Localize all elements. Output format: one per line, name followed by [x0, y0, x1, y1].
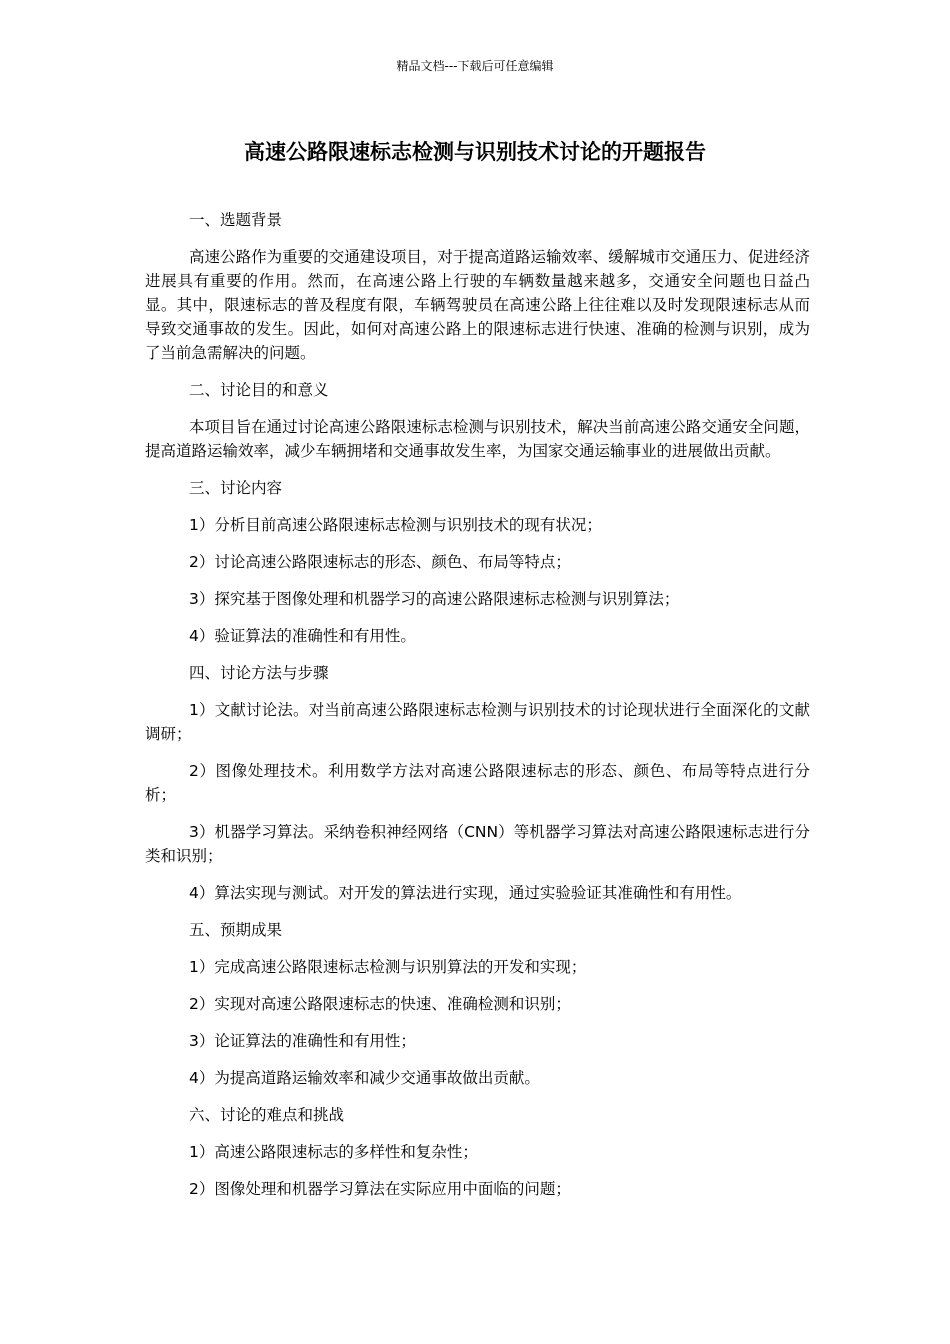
page-header: 精品文档---下载后可任意编辑	[396, 59, 554, 73]
list-item: 2）讨论高速公路限速标志的形态、颜色、布局等特点；	[189, 553, 571, 571]
section-heading-background: 一、选题背景	[189, 211, 283, 229]
list-item: 1）高速公路限速标志的多样性和复杂性；	[189, 1143, 478, 1161]
list-item: 2）图像处理和机器学习算法在实际应用中面临的问题；	[189, 1180, 571, 1198]
section-heading-challenges: 六、讨论的难点和挑战	[189, 1106, 345, 1124]
section-heading-purpose: 二、讨论目的和意义	[189, 381, 329, 399]
paragraph-background: 高速公路作为重要的交通建设项目，对于提高道路运输效率、缓解城市交通压力、促进经济进展具有重要的作用。然而，在高速公路上行驶的车辆数量越来越多，交通安全问题也日益凸显。其中，限速标志的普及程度有限，车辆驾驶员在高速公路上往往难以及时发现限速标志从而导致交通事故的发生。因此，如何对高速公路上的限速标志进行快速、准确的检测与识别，成为了当前急需解决的问题。	[145, 248, 810, 362]
section-heading-outcomes: 五、预期成果	[189, 921, 283, 939]
list-item: 2）图像处理技术。利用数学方法对高速公路限速标志的形态、颜色、布局等特点进行分析；	[145, 762, 810, 804]
document-body	[145, 208, 810, 1214]
list-item: 2）实现对高速公路限速标志的快速、准确检测和识别；	[189, 995, 571, 1013]
section-heading-content: 三、讨论内容	[189, 479, 283, 497]
list-item: 3）探究基于图像处理和机器学习的高速公路限速标志检测与识别算法；	[189, 590, 680, 608]
paragraph-purpose: 本项目旨在通过讨论高速公路限速标志检测与识别技术，解决当前高速公路交通安全问题，提高道路运输效率，减少车辆拥堵和交通事故发生率，为国家交通运输事业的进展做出贡献。	[145, 418, 810, 460]
document-title: 高速公路限速标志检测与识别技术讨论的开题报告	[244, 140, 706, 164]
list-item: 1）文献讨论法。对当前高速公路限速标志检测与识别技术的讨论现状进行全面深化的文献调研；	[145, 701, 810, 743]
section-heading-methods: 四、讨论方法与步骤	[189, 664, 329, 682]
list-item: 1）分析目前高速公路限速标志检测与识别技术的现有状况；	[189, 516, 602, 534]
list-item: 4）验证算法的准确性和有用性。	[189, 627, 416, 645]
list-item: 1）完成高速公路限速标志检测与识别算法的开发和实现；	[189, 958, 587, 976]
list-item: 4）算法实现与测试。对开发的算法进行实现，通过实验验证其准确性和有用性。	[189, 884, 742, 902]
list-item: 3）机器学习算法。采纳卷积神经网络（CNN）等机器学习算法对高速公路限速标志进行分类和识别；	[145, 823, 810, 865]
list-item: 3）论证算法的准确性和有用性；	[189, 1032, 416, 1050]
list-item: 4）为提高道路运输效率和减少交通事故做出贡献。	[189, 1069, 540, 1087]
